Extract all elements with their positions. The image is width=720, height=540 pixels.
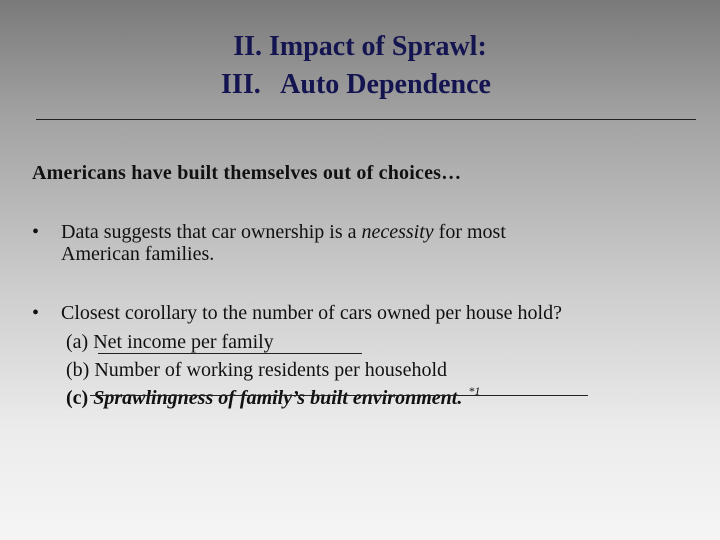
bullet-2-question: Closest corollary to the number of cars owned per house hold? xyxy=(61,302,562,324)
bullet-1-text xyxy=(61,221,506,265)
bullet-2-text xyxy=(61,302,562,414)
option-a: (a) Net income per family xyxy=(66,331,274,353)
footnote-marker: *1 xyxy=(468,384,481,398)
intro-text: Americans have built themselves out of choices… xyxy=(32,162,462,184)
option-c-label: (c) xyxy=(66,387,89,409)
bullet-1-line2: American families. xyxy=(61,243,215,265)
title-line-2: III. Auto Dependence xyxy=(221,69,491,100)
option-c-text: Sprawlingness of family’s built environment. xyxy=(93,387,463,409)
bullet-1-emphasis: necessity xyxy=(361,221,434,243)
bullet-1-pre: Data suggests that car ownership is a xyxy=(61,221,362,243)
title-line-1: II. Impact of Sprawl: xyxy=(233,31,487,62)
option-c xyxy=(61,384,562,414)
underline-option-c xyxy=(90,395,588,396)
option-b: (b) Number of working residents per household xyxy=(66,359,448,381)
strike-line-option-b xyxy=(98,353,362,354)
bullet-dot: • xyxy=(32,302,40,324)
title-divider xyxy=(36,119,696,120)
bullet-dot: • xyxy=(32,221,40,243)
bullet-1-post: for most xyxy=(433,221,506,243)
slide-title xyxy=(0,28,720,104)
